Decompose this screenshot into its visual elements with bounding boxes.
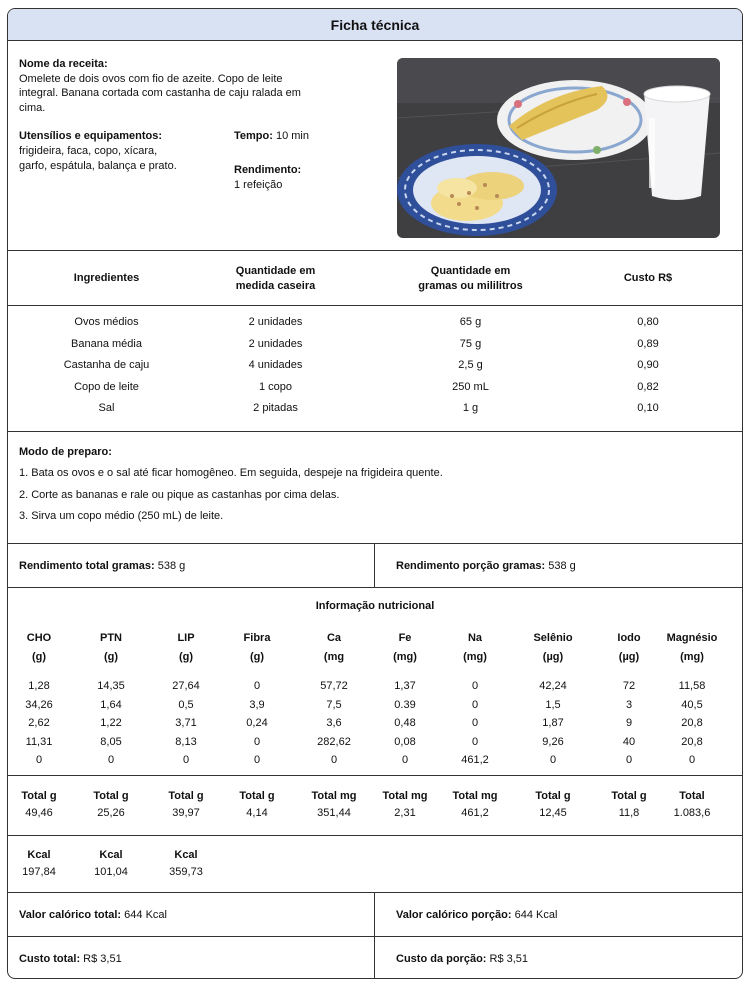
caloric-portion-label: Valor calórico porção: <box>396 908 512 921</box>
nutrient-total-value-cell: 4,14 <box>246 807 268 819</box>
nutrient-value-cell: 3,71 <box>175 717 197 729</box>
kcal-label-cell: Kcal <box>174 849 198 861</box>
ingredient-cell: 250 mL <box>452 380 489 393</box>
nutrient-total-value-cell: 12,45 <box>539 807 567 819</box>
nutrition-kcal <box>8 836 742 893</box>
nutrient-value-cell: 11,58 <box>678 680 706 692</box>
caloric-portion-value: 644 Kcal <box>514 908 558 921</box>
kcal-label-row <box>8 846 742 865</box>
ingredient-cell: 2,5 g <box>458 359 483 371</box>
nutrient-value-row <box>8 733 742 752</box>
kcal-value-cell: 359,73 <box>169 866 203 878</box>
nutrient-total-value-row <box>8 804 742 823</box>
ingredient-cell: 4 unidades <box>248 359 303 371</box>
nutrient-value-cell: 0 <box>253 680 261 692</box>
utensils-label: Utensílios e equipamentos: <box>19 130 163 142</box>
ingredient-cell: 75 g <box>459 337 482 350</box>
ingredient-cell: 1 g <box>462 402 479 414</box>
nutrient-value-cell: 1,22 <box>100 717 122 729</box>
cost-portion-label: Custo da porção: <box>396 953 487 965</box>
nutrition-title: Informação nutricional <box>315 600 435 612</box>
nutrient-unit-cell: (µg) <box>542 651 564 663</box>
nutrient-value-cell: 3,9 <box>249 698 265 711</box>
kcal-value-cell: 197,84 <box>22 866 56 878</box>
nutrient-value-cell: 282,62 <box>317 735 351 748</box>
ingredient-cell: Copo de leite <box>74 380 139 393</box>
ingredient-cell: 0,82 <box>637 380 659 393</box>
yield-value: 1 refeição <box>234 179 283 191</box>
nutrient-total-label-cell: Total g <box>93 790 129 802</box>
nutrient-value-cell: 0 <box>401 754 409 766</box>
nutrient-total-label-cell: Total g <box>21 790 57 802</box>
col-header-cost: Custo R$ <box>623 272 673 284</box>
nutrient-total-value-cell: 39,97 <box>172 807 200 819</box>
nutrient-unit-cell: (mg) <box>463 651 487 663</box>
nutrient-total-value-cell: 461,2 <box>461 807 489 819</box>
nutrient-value-cell: 0 <box>107 754 115 766</box>
col-header-ingredients: Ingredientes <box>73 272 140 284</box>
page-title: Ficha técnica <box>8 9 742 41</box>
nutrient-value-cell: 9,26 <box>542 735 564 748</box>
nutrient-value-row <box>8 714 742 733</box>
ingredient-cell: Banana média <box>71 337 142 350</box>
yield-total <box>8 544 375 587</box>
ingredient-cell: 1 copo <box>258 380 293 393</box>
preparation-section <box>8 432 742 544</box>
ingredients-section <box>8 251 742 432</box>
ingredient-cell: 2 unidades <box>248 316 303 328</box>
nutrient-value-cell: 11,31 <box>25 735 53 748</box>
preparation-step: 2. Corte as bananas e rale ou pique as castanhas por cima delas. <box>19 488 340 501</box>
nutrient-value-cell: 0 <box>549 754 557 766</box>
nutrient-unit-cell: (g) <box>249 651 265 663</box>
recipe-photo <box>397 58 720 238</box>
nutrient-value-cell: 0 <box>35 754 43 766</box>
caloric-total <box>8 893 375 936</box>
ingredient-cell: Castanha de caju <box>63 359 150 371</box>
nutrient-value-row <box>8 751 742 770</box>
kcal-label-cell: Kcal <box>99 849 123 861</box>
nutrient-total-label-cell: Total mg <box>382 790 428 802</box>
nutrient-total-label-row <box>8 787 742 806</box>
nutrient-header-cell: PTN <box>100 632 122 644</box>
nutrient-unit-cell: (mg) <box>680 651 704 663</box>
nutrient-header-cell: Na <box>467 632 483 644</box>
nutrient-header-cell: Ca <box>326 632 342 644</box>
nutrient-value-cell: 40,5 <box>681 698 703 711</box>
ingredient-row <box>8 355 742 377</box>
ingredient-cell: 0,80 <box>637 316 659 328</box>
nutrient-header-row <box>8 629 742 648</box>
nutrient-unit-cell: (g) <box>178 651 194 663</box>
nutrient-value-cell: 1,64 <box>100 698 122 711</box>
nutrient-total-label-cell: Total mg <box>452 790 498 802</box>
nutrient-total-label-cell: Total g <box>611 790 647 802</box>
nutrient-value-row <box>8 696 742 715</box>
nutrient-value-cell: 0 <box>625 754 633 766</box>
nutrient-value-cell: 57,72 <box>320 680 348 692</box>
ingredient-cell: 0,89 <box>637 337 659 350</box>
nutrient-header-cell: Magnésio <box>666 632 718 644</box>
nutrient-value-cell: 7,5 <box>326 698 342 711</box>
ingredient-cell: 2 unidades <box>248 337 303 350</box>
caloric-section <box>8 893 742 937</box>
ingredient-row <box>8 377 742 399</box>
time-block <box>234 129 374 144</box>
nutrient-value-cell: 0 <box>471 698 479 711</box>
yield-portion-label: Rendimento porção gramas: <box>396 559 546 572</box>
recipe-card <box>7 8 743 979</box>
nutrient-total-value-cell: 25,26 <box>97 807 125 819</box>
ingredient-cell: Sal <box>98 402 115 414</box>
nutrient-total-value-cell: 11,8 <box>618 807 640 819</box>
cost-total-value: R$ 3,51 <box>83 953 122 965</box>
yield-total-label: Rendimento total gramas: <box>19 559 155 572</box>
yield-block <box>234 163 374 193</box>
nutrient-value-cell: 0 <box>330 754 338 766</box>
nutrient-value-cell: 0,08 <box>394 735 416 748</box>
nutrient-total-label-cell: Total g <box>168 790 204 802</box>
nutrient-value-row <box>8 677 742 696</box>
caloric-portion <box>375 893 742 936</box>
nutrient-value-cell: 1,5 <box>545 698 561 711</box>
col-header-grams: Quantidade em gramas ou mililitros <box>418 265 523 292</box>
time-value: 10 min <box>275 130 309 142</box>
nutrient-value-cell: 20,8 <box>681 717 703 729</box>
utensils-line: garfo, espátula, balança e prato. <box>19 160 177 172</box>
nutrient-value-cell: 0.39 <box>394 698 416 711</box>
nutrient-value-cell: 8,05 <box>100 735 122 748</box>
nutrient-value-cell: 3,6 <box>326 717 342 729</box>
nutrient-value-cell: 1,28 <box>28 680 50 692</box>
kcal-label-cell: Kcal <box>27 849 51 861</box>
nutrient-header-cell: Selênio <box>533 632 573 644</box>
ingredients-header <box>8 251 742 306</box>
nutrient-total-label-cell: Total g <box>239 790 275 802</box>
cost-portion <box>375 937 742 979</box>
nutrient-unit-cell: (mg) <box>393 651 417 663</box>
nutrient-value-cell: 0,5 <box>178 698 194 711</box>
nutrient-unit-row <box>8 648 742 667</box>
nutrient-value-cell: 0 <box>471 717 479 729</box>
recipe-name-block <box>19 57 349 115</box>
yield-portion-value: 538 g <box>548 559 576 572</box>
recipe-name-line: Omelete de dois ovos com fio de azeite. Copo de leite <box>19 72 283 85</box>
nutrient-value-cell: 0 <box>688 754 696 766</box>
nutrient-value-cell: 0,24 <box>246 717 268 729</box>
nutrient-total-label-cell: Total <box>679 790 705 802</box>
nutrient-value-cell: 40 <box>622 735 636 748</box>
nutrient-value-cell: 42,24 <box>539 680 567 692</box>
nutrient-value-cell: 0 <box>253 754 261 766</box>
ingredient-cell: Ovos médios <box>74 316 139 328</box>
nutrient-header-cell: Fe <box>398 632 412 644</box>
nutrient-total-value-cell: 49,46 <box>25 807 53 819</box>
recipe-name-line: integral. Banana cortada com castanha de caju ralada em <box>19 87 301 99</box>
recipe-name-label: Nome da receita: <box>19 58 108 70</box>
nutrition-table <box>8 624 742 776</box>
nutrient-unit-cell: (µg) <box>618 651 640 663</box>
col-header-home-measure: Quantidade em medida caseira <box>235 265 316 292</box>
nutrient-header-cell: LIP <box>177 632 195 644</box>
nutrient-value-cell: 72 <box>622 680 636 692</box>
nutrient-value-cell: 20,8 <box>681 735 703 748</box>
ingredient-cell: 0,90 <box>637 359 659 371</box>
cost-total <box>8 937 375 979</box>
nutrient-value-cell: 0 <box>182 754 190 766</box>
ingredient-cell: 0,10 <box>637 402 659 414</box>
ingredient-row <box>8 334 742 356</box>
nutrient-unit-cell: (g) <box>31 651 47 663</box>
caloric-total-label: Valor calórico total: <box>19 908 122 921</box>
nutrient-total-value-cell: 351,44 <box>317 807 351 819</box>
utensils-line: frigideira, faca, copo, xícara, <box>19 145 158 157</box>
nutrient-unit-cell: (mg <box>323 651 345 663</box>
caloric-total-value: 644 Kcal <box>124 908 167 921</box>
yield-total-value: 538 g <box>157 559 186 572</box>
preparation-step: 1. Bata os ovos e o sal até ficar homogêneo. Em seguida, despeje na frigideira quente. <box>19 467 443 479</box>
nutrient-header-cell: CHO <box>26 632 52 644</box>
recipe-info-section <box>8 41 742 251</box>
nutrient-total-value-cell: 1.083,6 <box>673 807 711 819</box>
time-label: Tempo: <box>234 130 273 142</box>
nutrient-unit-cell: (g) <box>103 651 119 663</box>
kcal-value-row <box>8 863 742 882</box>
ingredient-row <box>8 312 742 334</box>
nutrient-value-cell: 14,35 <box>97 680 125 692</box>
nutrient-value-cell: 1,87 <box>542 717 564 729</box>
nutrient-value-cell: 0,48 <box>394 717 416 729</box>
nutrient-value-cell: 3 <box>625 698 633 711</box>
nutrient-value-cell: 0 <box>471 735 479 748</box>
cost-section <box>8 937 742 979</box>
recipe-name-line: cima. <box>19 101 46 114</box>
utensils-block <box>19 129 224 174</box>
kcal-value-cell: 101,04 <box>94 866 128 878</box>
nutrient-value-cell: 9 <box>625 717 633 729</box>
preparation-step: 3. Sirva um copo médio (250 mL) de leite. <box>19 510 224 522</box>
nutrient-header-cell: Fibra <box>243 632 271 644</box>
ingredient-cell: 2 pitadas <box>253 402 298 414</box>
nutrient-value-cell: 2,62 <box>28 717 50 729</box>
nutrient-value-cell: 0 <box>253 735 261 748</box>
yield-portion <box>375 544 742 587</box>
cost-total-label: Custo total: <box>19 953 81 965</box>
preparation-label: Modo de preparo: <box>19 446 112 458</box>
nutrient-total-label-cell: Total g <box>535 790 571 802</box>
nutrient-header-cell: Iodo <box>617 632 641 644</box>
ingredient-row <box>8 398 742 420</box>
nutrient-total-value-cell: 2,31 <box>394 807 416 819</box>
yield-label: Rendimento: <box>234 164 302 176</box>
cost-portion-value: R$ 3,51 <box>489 953 529 965</box>
nutrient-value-cell: 0 <box>471 680 479 692</box>
nutrition-totals <box>8 776 742 836</box>
nutrient-value-cell: 1,37 <box>394 680 416 692</box>
nutrient-value-cell: 34,26 <box>25 698 53 711</box>
nutrient-value-cell: 461,2 <box>461 754 489 766</box>
nutrient-value-cell: 27,64 <box>172 680 200 692</box>
ingredient-cell: 65 g <box>459 316 482 328</box>
yield-totals-section <box>8 544 742 588</box>
nutrient-total-label-cell: Total mg <box>311 790 357 802</box>
nutrient-value-cell: 8,13 <box>175 735 197 748</box>
